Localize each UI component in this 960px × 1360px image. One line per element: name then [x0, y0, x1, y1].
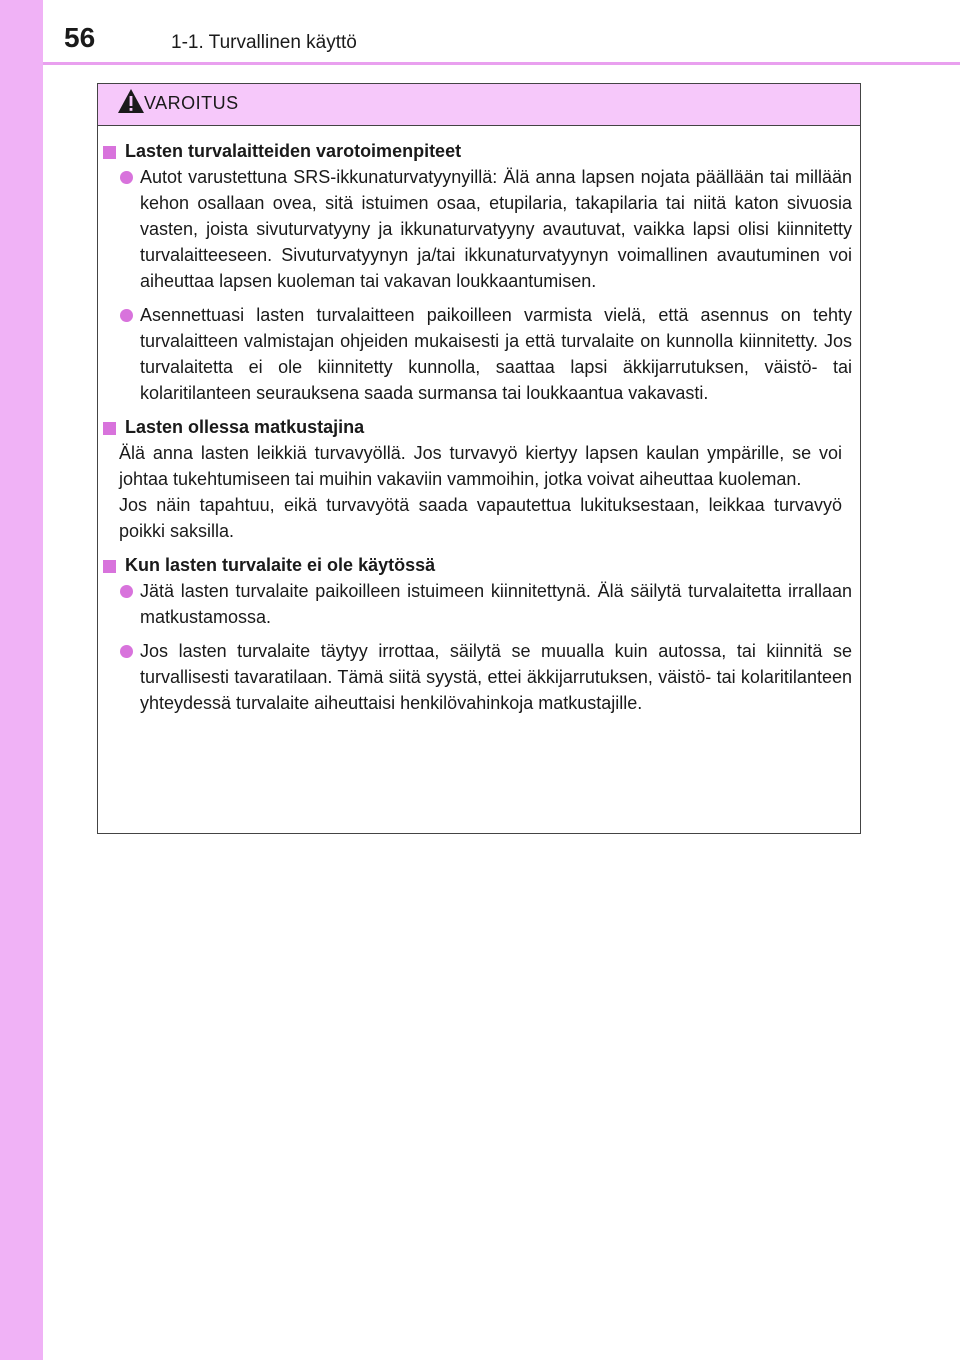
section-heading [98, 414, 860, 440]
side-tab-bar [0, 0, 43, 1360]
list-item [98, 164, 860, 294]
warning-header [98, 84, 860, 126]
list-item [98, 638, 860, 716]
section-heading [98, 552, 860, 578]
dot-bullet-icon [120, 585, 133, 598]
section-heading [98, 138, 860, 164]
section-title: 1-1. Turvallinen käyttö [171, 32, 357, 53]
list-item-text: Jos lasten turvalaite täytyy irrottaa, säilytä se muualla kuin autossa, tai kiinnitä se turvallisesti tavaratilaan. Tämä siitä syystä, ettei äkkijarrutuksen, väistö- tai kolaritilanteen yhteydessä turvalaite aiheuttaisi henkilövahinkoja matkustajille. [140, 641, 852, 713]
page-number: 56 [64, 22, 96, 53]
header-rule [43, 62, 960, 65]
dot-bullet-icon [120, 171, 133, 184]
paragraph: Älä anna lasten leikkiä turvavyöllä. Jos turvavyö kiertyy lapsen kaulan ympärille, se voi johtaa tukehtumiseen tai muihin vakaviin vammoihin, jotka voivat aiheuttaa kuoleman. [119, 443, 842, 489]
list-item-text: Autot varustettuna SRS-ikkunaturvatyynyillä: Älä anna lapsen nojata päällään tai millään kehon osallaan ovea, sitä istuimen osaa, etupilaria, takapilaria tai niitä katon sivuosia vasten, joista sivuturvatyyny ja ikkunaturvatyyny avautuvat, vaikka lapsi olisi kiinnitetty turvalaitteeseen. Sivuturvatyynyn ja/tai ikkunaturvatyynyn voimallinen avautuminen voi aiheuttaa lapsen kuoleman tai vakavan loukkaantumisen. [140, 167, 852, 291]
dot-bullet-icon [120, 645, 133, 658]
warning-box [97, 83, 861, 834]
list-item [98, 302, 860, 406]
warning-content [98, 138, 860, 724]
section-restraint-not-in-use [98, 552, 860, 716]
section-children-as-passengers [98, 414, 860, 544]
square-bullet-icon [103, 146, 116, 159]
square-bullet-icon [103, 422, 116, 435]
section-heading-text: Lasten turvalaitteiden varotoimenpiteet [125, 141, 462, 161]
section-heading-text: Lasten ollessa matkustajina [125, 417, 365, 437]
section-child-restraint-precautions [98, 138, 860, 406]
dot-bullet-icon [120, 309, 133, 322]
section-heading-text: Kun lasten turvalaite ei ole käytössä [125, 555, 436, 575]
paragraph: Jos näin tapahtuu, eikä turvavyötä saada vapautettua lukituksestaan, leikkaa turvavyö poikki saksilla. [119, 495, 842, 541]
list-item [98, 578, 860, 630]
warning-label: VAROITUS [144, 93, 239, 113]
list-item-text: Asennettuasi lasten turvalaitteen paikoilleen varmista vielä, että asennus on tehty turvalaitteen valmistajan ohjeiden mukaisesti ja että turvalaite on kunnolla kiinnitetty. Jos turvalaitetta ei ole kiinnitetty kunnolla, saattaa lapsi äkkijarrutuksen, väistö- tai kolaritilanteen seurauksena saada surmansa tai loukkaantua vakavasti. [140, 305, 852, 403]
list-item-text: Jätä lasten turvalaite paikoilleen istuimeen kiinnitettynä. Älä säilytä turvalaitetta irrallaan matkustamossa. [140, 581, 852, 627]
warning-triangle-icon [117, 88, 145, 119]
square-bullet-icon [103, 560, 116, 573]
